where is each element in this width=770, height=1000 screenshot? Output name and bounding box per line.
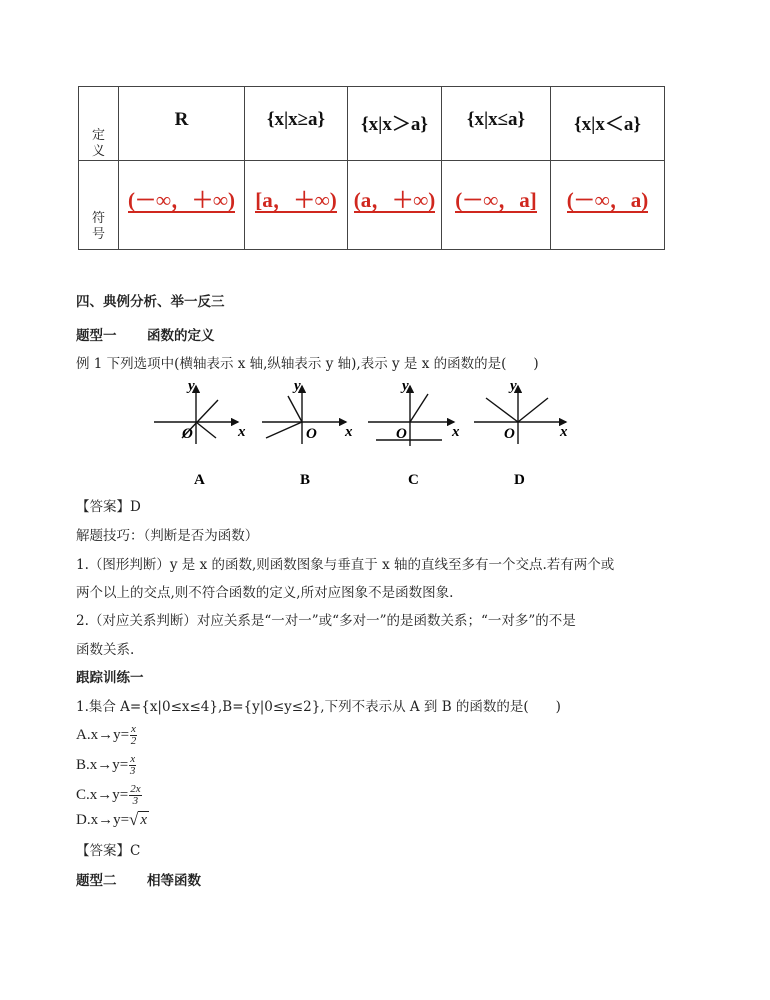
answer-1: 【答案】D <box>76 499 141 515</box>
option-a: A.x→y= $\frac{x}{2}$ <box>76 722 137 747</box>
origin-label: O <box>396 426 407 442</box>
section-title: 四、典例分析、举一反三 <box>76 294 225 310</box>
tip1-line2: 两个以上的交点,则不符合函数的定义,所对应图象不是函数图象. <box>76 585 454 601</box>
graph-b <box>262 378 353 488</box>
axis-y-label: y <box>510 378 517 394</box>
type1-label: 题型一 <box>76 328 117 344</box>
graph-d <box>474 378 568 488</box>
origin-label: O <box>306 426 317 442</box>
symbol-cell: (a，＋∞) <box>348 161 442 250</box>
interval-table <box>78 86 665 250</box>
option-d: D.x→y= √ x <box>76 810 148 829</box>
symbol-cell: (－∞，a] <box>442 161 551 250</box>
header-cell: {x|x＜a} <box>551 87 665 161</box>
header-cell: {x|x＞a} <box>348 87 442 161</box>
symbol-cell: (－∞，a) <box>551 161 665 250</box>
axis-y-label: y <box>188 378 195 394</box>
graph-label-a: A <box>194 472 205 488</box>
tip-title: 解题技巧：（判断是否为函数） <box>76 528 259 544</box>
axis-x-label: x <box>238 424 246 440</box>
origin-label: O <box>182 426 193 442</box>
symbol-cell: [a，＋∞) <box>245 161 348 250</box>
type2-label: 题型二 <box>76 873 117 889</box>
graph-a <box>154 378 246 488</box>
row-label-symbol: 符 号 <box>79 161 119 250</box>
symbol-cell: (－∞，＋∞) <box>119 161 245 250</box>
tip2-line2: 函数关系. <box>76 642 135 658</box>
graph-label-d: D <box>514 472 525 488</box>
practice-title: 跟踪训练一 <box>76 670 144 686</box>
type2-title: 相等函数 <box>147 873 201 889</box>
tip2-line1: 2.（对应关系判断）对应关系是“一对一”或“多对一”的是函数关系；“一对多”的不是 <box>76 613 576 629</box>
axis-x-label: x <box>452 424 460 440</box>
graph-c <box>368 378 460 488</box>
axis-x-label: x <box>560 424 568 440</box>
row-label-definition: 定 义 <box>79 87 119 161</box>
axis-x-label: x <box>345 424 353 440</box>
answer-2: 【答案】C <box>76 843 141 859</box>
header-cell: {x|x≤a} <box>442 87 551 161</box>
header-cell: R <box>119 87 245 161</box>
graph-label-b: B <box>300 472 311 488</box>
practice-question-1: 1.集合 A={x|0≤x≤4},B={y|0≤y≤2},下列不表示从 A 到 B 的函数的是( ) <box>76 699 561 715</box>
function-graphs <box>140 376 580 488</box>
option-b: B.x→y= $\frac{x}{3}$ <box>76 752 136 777</box>
option-c: C.x→y= $\frac{2x}{3}$ <box>76 782 141 807</box>
origin-label: O <box>504 426 515 442</box>
sqrt-symbol: √ <box>129 810 139 829</box>
graph-label-c: C <box>408 472 419 488</box>
type1-title: 函数的定义 <box>147 328 215 344</box>
axis-y-label: y <box>294 378 301 394</box>
example1-question: 例 1 下列选项中(横轴表示 x 轴,纵轴表示 y 轴),表示 y 是 x 的函数的是( ) <box>76 356 539 372</box>
axis-y-label: y <box>402 378 409 394</box>
header-cell: {x|x≥a} <box>245 87 348 161</box>
tip1-line1: 1.（图形判断）y 是 x 的函数,则函数图象与垂直于 x 轴的直线至多有一个交点.若有两个或 <box>76 557 615 573</box>
